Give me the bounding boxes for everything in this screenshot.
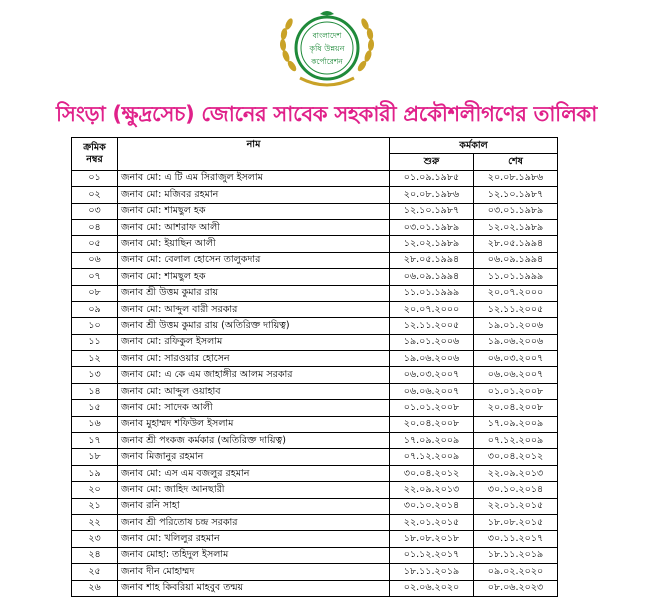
- start-date-cell: ০৬.০৯.১৯৯৪: [390, 269, 474, 285]
- name-cell: জনাব মুহাম্মদ শফিউল ইসলাম: [118, 416, 390, 432]
- assistant-engineers-table: [71, 137, 558, 597]
- table-row: [72, 252, 558, 268]
- logo-line-2: কৃষি উন্নয়ন: [309, 44, 345, 53]
- serial-cell: ০৭: [72, 269, 118, 285]
- name-cell: জনাব মো: জাহিদ আনছারী: [118, 482, 390, 498]
- end-date-cell: ০৬.০৯.১৯৯৪: [474, 252, 558, 268]
- end-date-cell: ৩০.১০.২০১৪: [474, 482, 558, 498]
- start-date-cell: ৩০.০৪.২০১২: [390, 465, 474, 481]
- end-date-cell: ১২.১০.১৯৮৭: [474, 187, 558, 203]
- table-row: [72, 416, 558, 432]
- table-row: [72, 367, 558, 383]
- serial-header: ক্রমিক নম্বর: [72, 138, 118, 171]
- serial-cell: ০৮: [72, 285, 118, 301]
- tenure-header: কর্মকাল: [390, 138, 558, 154]
- start-date-cell: ১১.০১.১৯৯৯: [390, 285, 474, 301]
- start-date-cell: ০৬.০৩.২০০৭: [390, 367, 474, 383]
- end-date-cell: ০৬.০৩.২০০৭: [474, 351, 558, 367]
- serial-cell: ১৮: [72, 449, 118, 465]
- name-cell: জনাব মো: ইয়াছিন আলী: [118, 236, 390, 252]
- start-date-cell: ১৮.১১.২০১৯: [390, 564, 474, 580]
- serial-cell: ০১: [72, 170, 118, 186]
- bangladesh-agricultural-development-corporation-logo: [270, 6, 384, 92]
- end-date-cell: ২০.০৮.১৯৮৬: [474, 170, 558, 186]
- end-date-cell: ০৮.০৬.২০২৩: [474, 580, 558, 596]
- start-date-cell: ০৩.০১.১৯৮৯: [390, 219, 474, 235]
- end-date-cell: ২২.০১.২০১৫: [474, 498, 558, 514]
- serial-cell: ২৬: [72, 580, 118, 596]
- end-date-cell: ০৩.০১.১৯৮৯: [474, 203, 558, 219]
- name-cell: জনাব মো: এ টি এম সিরাজুল ইসলাম: [118, 170, 390, 186]
- serial-cell: ১৭: [72, 433, 118, 449]
- table-row: [72, 269, 558, 285]
- serial-cell: ০২: [72, 187, 118, 203]
- serial-cell: ২৪: [72, 547, 118, 563]
- name-cell: জনাব মিজানুর রহমান: [118, 449, 390, 465]
- name-cell: জনাব মো: আব্দুল বারী সরকার: [118, 301, 390, 317]
- serial-cell: ২১: [72, 498, 118, 514]
- table-row: [72, 383, 558, 399]
- start-date-cell: ১২.১১.২০০৫: [390, 318, 474, 334]
- serial-cell: ০৬: [72, 252, 118, 268]
- start-date-cell: ২০.০৪.২০০৮: [390, 416, 474, 432]
- start-date-cell: ০১.০৯.১৯৮৫: [390, 170, 474, 186]
- end-date-cell: ০৯.০২.২০২০: [474, 564, 558, 580]
- name-cell: জনাব মোহা: তহিদুল ইসলাম: [118, 547, 390, 563]
- start-date-cell: ০১.১২.২০১৭: [390, 547, 474, 563]
- table-row: [72, 351, 558, 367]
- end-date-cell: ১২.১১.২০০৫: [474, 301, 558, 317]
- table-row: [72, 318, 558, 334]
- start-date-cell: ২২.০৯.২০১৩: [390, 482, 474, 498]
- start-date-cell: ১২.০২.১৯৮৯: [390, 236, 474, 252]
- start-date-cell: ৩০.১০.২০১৪: [390, 498, 474, 514]
- serial-cell: ০৫: [72, 236, 118, 252]
- end-header: শেষ: [474, 154, 558, 170]
- serial-cell: ২০: [72, 482, 118, 498]
- table-row: [72, 400, 558, 416]
- serial-cell: ২৫: [72, 564, 118, 580]
- name-cell: জনাব মো: আব্দুল ওয়াহাব: [118, 383, 390, 399]
- serial-cell: ০৯: [72, 301, 118, 317]
- start-date-cell: ১৯.০৬.২০০৬: [390, 351, 474, 367]
- table-row: [72, 564, 558, 580]
- serial-cell: ২৩: [72, 531, 118, 547]
- name-cell: জনাব মো: শামছুল হক: [118, 269, 390, 285]
- name-cell: জনাব শ্রী উত্তম কুমার রায়: [118, 285, 390, 301]
- start-date-cell: ০৬.০৬.২০০৭: [390, 383, 474, 399]
- table-row: [72, 285, 558, 301]
- serial-cell: ১৪: [72, 383, 118, 399]
- table-row: [72, 547, 558, 563]
- table-row: [72, 433, 558, 449]
- name-cell: জনাব দীন মোহাম্মদ: [118, 564, 390, 580]
- name-cell: জনাব মো: এস এম বজলুর রহমান: [118, 465, 390, 481]
- end-date-cell: ০৬.০৬.২০০৭: [474, 367, 558, 383]
- table-row: [72, 170, 558, 186]
- start-date-cell: ১৭.০৯.২০০৯: [390, 433, 474, 449]
- table-row: [72, 514, 558, 530]
- start-date-cell: ২৮.০৫.১৯৯৪: [390, 252, 474, 268]
- start-date-cell: ২০.০৭.২০০০: [390, 301, 474, 317]
- serial-cell: ১২: [72, 351, 118, 367]
- end-date-cell: ২৮.০৫.১৯৯৪: [474, 236, 558, 252]
- start-date-cell: ০১.০১.২০০৮: [390, 400, 474, 416]
- name-cell: জনাব মো: খলিলুর রহমান: [118, 531, 390, 547]
- table-row: [72, 334, 558, 350]
- end-date-cell: ২০.০৭.২০০০: [474, 285, 558, 301]
- name-cell: জনাব মো: সারওয়ার হোসেন: [118, 351, 390, 367]
- end-date-cell: ০১.০১.২০০৮: [474, 383, 558, 399]
- table-row: [72, 580, 558, 596]
- name-cell: জনাব মো: শামছুল হক: [118, 203, 390, 219]
- table-row: [72, 482, 558, 498]
- logo-line-3: কর্পোরেশন: [311, 57, 343, 66]
- end-date-cell: ১৮.১১.২০১৯: [474, 547, 558, 563]
- table-row: [72, 449, 558, 465]
- start-date-cell: ২০.০৮.১৯৮৬: [390, 187, 474, 203]
- table-row: [72, 187, 558, 203]
- start-header: শুরু: [390, 154, 474, 170]
- table-row: [72, 203, 558, 219]
- serial-cell: ০৩: [72, 203, 118, 219]
- name-cell: জনাব মো: এ কে এম জাহাঙ্গীর আলম সরকার: [118, 367, 390, 383]
- end-date-cell: ২২.০৯.২০১৩: [474, 465, 558, 481]
- name-cell: জনাব শাহ কিবরিয়া মাহবুব তন্ময়: [118, 580, 390, 596]
- end-date-cell: ১৯.০৬.২০০৬: [474, 334, 558, 350]
- table-row: [72, 465, 558, 481]
- page-title: সিংড়া (ক্ষুদ্রসেচ) জোনের সাবেক সহকারী প্রকৌশলীগণের তালিকা: [55, 102, 598, 126]
- serial-cell: ১৬: [72, 416, 118, 432]
- serial-cell: ১০: [72, 318, 118, 334]
- table-row: [72, 219, 558, 235]
- end-date-cell: ১৯.০১.২০০৬: [474, 318, 558, 334]
- serial-cell: ২২: [72, 514, 118, 530]
- name-cell: জনাব মো: আশরাফ আলী: [118, 219, 390, 235]
- table-row: [72, 301, 558, 317]
- end-date-cell: ৩০.০৪.২০১২: [474, 449, 558, 465]
- end-date-cell: ১২.০২.১৯৮৯: [474, 219, 558, 235]
- table-row: [72, 498, 558, 514]
- end-date-cell: ০৭.১২.২০০৯: [474, 433, 558, 449]
- serial-cell: ১৫: [72, 400, 118, 416]
- serial-cell: ১১: [72, 334, 118, 350]
- end-date-cell: ১১.০১.১৯৯৯: [474, 269, 558, 285]
- start-date-cell: ০২.০৬.২০২০: [390, 580, 474, 596]
- serial-cell: ১৩: [72, 367, 118, 383]
- name-cell: জনাব শ্রী উত্তম কুমার রায় (অতিরিক্ত দায়িত্ব): [118, 318, 390, 334]
- name-cell: জনাব শ্রী পরিতোষ চন্দ্র সরকার: [118, 514, 390, 530]
- start-date-cell: ২২.০১.২০১৫: [390, 514, 474, 530]
- name-cell: জনাব রনি সাহা: [118, 498, 390, 514]
- start-date-cell: ০৭.১২.২০০৯: [390, 449, 474, 465]
- start-date-cell: ১৮.০৮.২০১৮: [390, 531, 474, 547]
- logo-line-1: বাংলাদেশ: [312, 31, 342, 40]
- end-date-cell: ৩০.১১.২০১৭: [474, 531, 558, 547]
- start-date-cell: ১৯.০১.২০০৬: [390, 334, 474, 350]
- name-cell: জনাব মো: বেলাল হোসেন তালুকদার: [118, 252, 390, 268]
- serial-cell: ০৪: [72, 219, 118, 235]
- name-header: নাম: [118, 138, 390, 171]
- end-date-cell: ১৮.০৮.২০১৫: [474, 514, 558, 530]
- serial-cell: ১৯: [72, 465, 118, 481]
- name-cell: জনাব মো: সাদেক আলী: [118, 400, 390, 416]
- start-date-cell: ১২.১০.১৯৮৭: [390, 203, 474, 219]
- table-row: [72, 236, 558, 252]
- name-cell: জনাব মো: রফিকুল ইসলাম: [118, 334, 390, 350]
- table-row: [72, 531, 558, 547]
- name-cell: জনাব মো: মজিবর রহমান: [118, 187, 390, 203]
- end-date-cell: ১৭.০৯.২০০৯: [474, 416, 558, 432]
- name-cell: জনাব শ্রী পংকজ কর্মকার (অতিরিক্ত দায়িত্ব): [118, 433, 390, 449]
- end-date-cell: ২০.০৪.২০০৮: [474, 400, 558, 416]
